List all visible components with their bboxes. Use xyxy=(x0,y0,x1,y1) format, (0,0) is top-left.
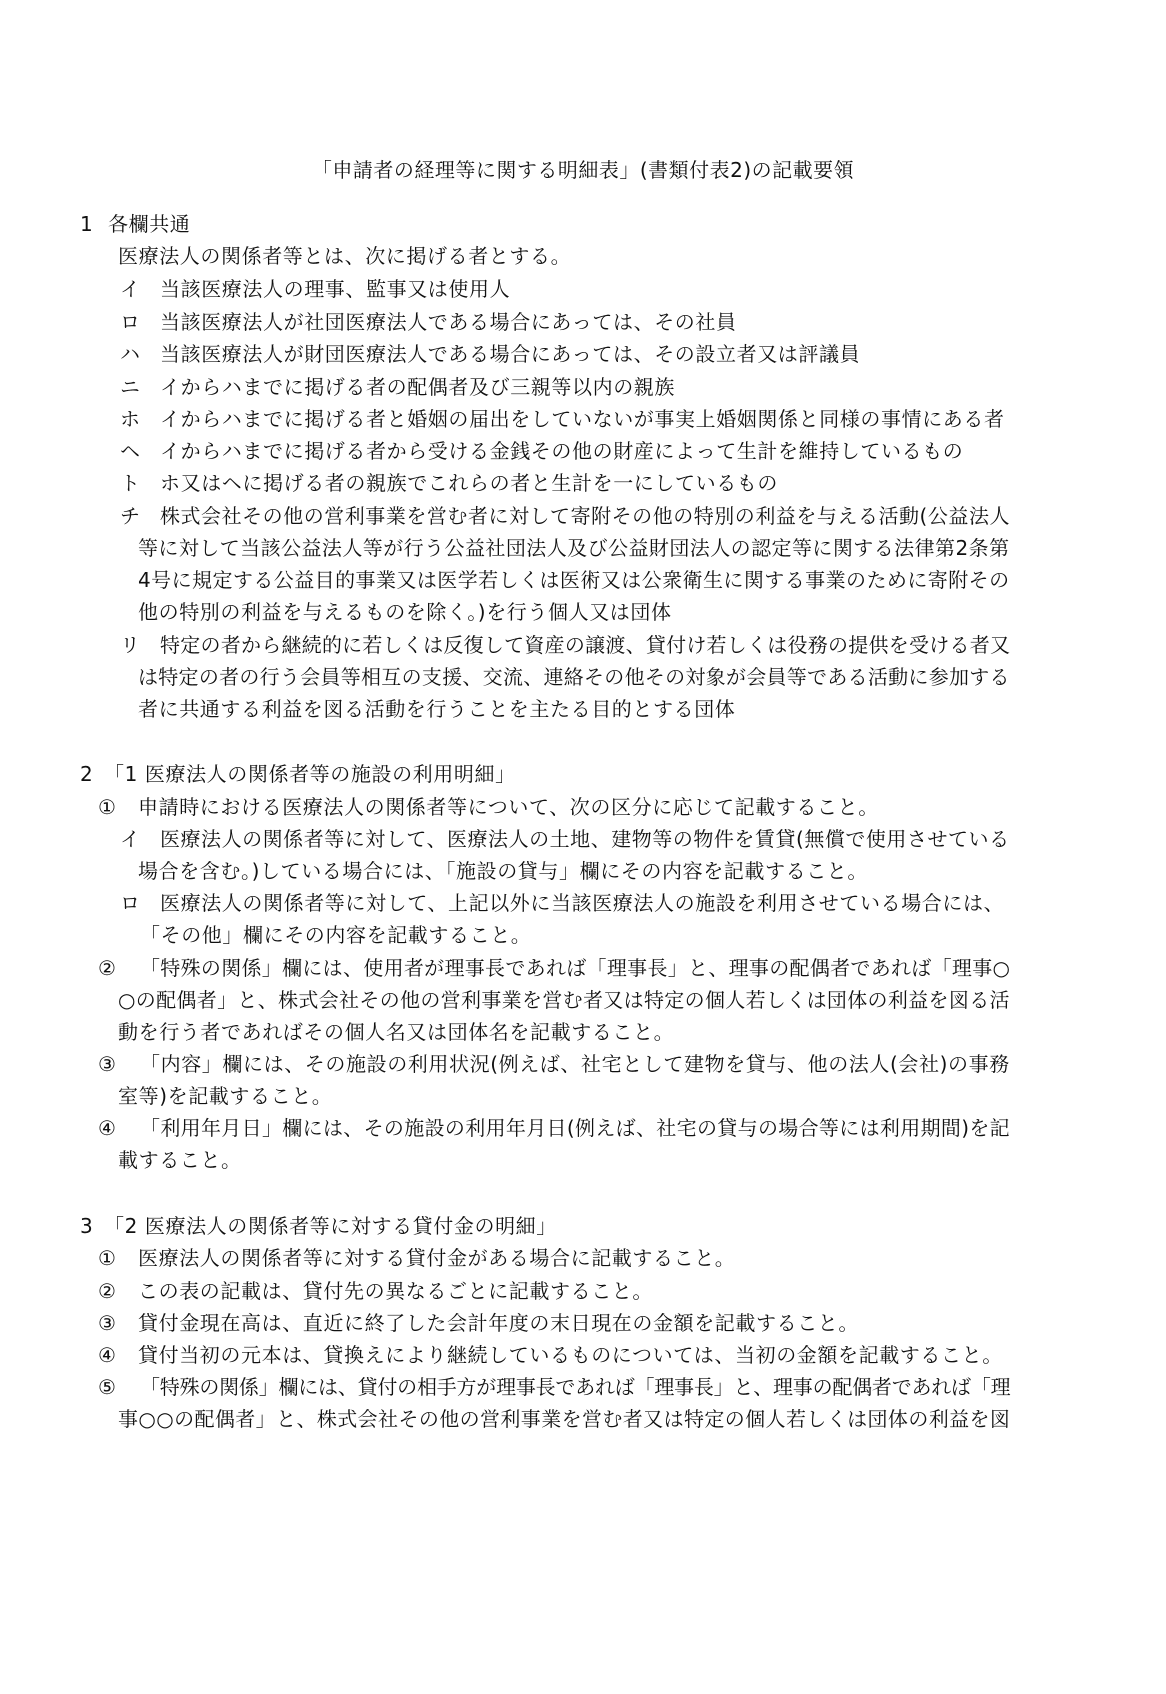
s2-p1a-mark: イ xyxy=(120,827,140,851)
s2-p1-text: 申請時における医療法人の関係者等について、次の区分に応じて記載すること。 xyxy=(138,795,879,819)
s2-p1b-line-2: 「その他」欄にその内容を記載すること。 xyxy=(140,923,532,947)
item-i-text: 当該医療法人の理事、監事又は使用人 xyxy=(160,277,511,301)
s3-p5-mark: ⑤ xyxy=(98,1375,116,1399)
s2-p2-mark: ② xyxy=(98,956,116,980)
s3-p4-text: 貸付当初の元本は、貸換えにより継続しているものについては、当初の金額を記載すること。 xyxy=(138,1343,1003,1367)
s2-p3-line-1: 「内容」欄には、その施設の利用状況(例えば、社宅として建物を貸与、他の法人(会社)の事務 xyxy=(140,1052,1010,1076)
item-he-text: イからハまでに掲げる者から受ける金銭その他の財産によって生計を維持しているもの xyxy=(160,439,964,463)
item-he-mark: ヘ xyxy=(120,439,140,463)
s2-p2-line-1: 「特殊の関係」欄には、使用者が理事長であれば「理事長」と、理事の配偶者であれば「理事○ xyxy=(140,956,1011,980)
s3-p4-mark: ④ xyxy=(98,1343,116,1367)
item-chi-line-4: 他の特別の利益を与えるものを除く。)を行う個人又は団体 xyxy=(138,600,672,624)
item-i-mark: イ xyxy=(120,277,140,301)
s2-p2-line-3: 動を行う者であればその個人名又は団体名を記載すること。 xyxy=(118,1020,675,1044)
item-to-text: ホ又はヘに掲げる者の親族でこれらの者と生計を一にしているもの xyxy=(160,471,778,495)
s3-p3-mark: ③ xyxy=(98,1311,116,1335)
section-2-number: 2 xyxy=(80,762,93,786)
section-1-intro: 医療法人の関係者等とは、次に掲げる者とする。 xyxy=(118,244,572,268)
document-title: 「申請者の経理等に関する明細表」(書類付表2)の記載要領 xyxy=(311,158,855,182)
item-ri-line-3: 者に共通する利益を図る活動を行うことを主たる目的とする団体 xyxy=(138,697,736,721)
s2-p4-line-2: 載すること。 xyxy=(118,1148,242,1172)
s2-p3-mark: ③ xyxy=(98,1052,116,1076)
s2-p4-mark: ④ xyxy=(98,1116,116,1140)
section-3-heading: 「2 医療法人の関係者等に対する貸付金の明細」 xyxy=(104,1214,557,1238)
item-to-mark: ト xyxy=(120,471,140,495)
item-ni-text: イからハまでに掲げる者の配偶者及び三親等以内の親族 xyxy=(160,375,675,399)
s2-p3-line-2: 室等)を記載すること。 xyxy=(118,1084,333,1108)
s3-p5-line-1: 「特殊の関係」欄には、貸付の相手方が理事長であれば「理事長」と、理事の配偶者であれば「理 xyxy=(140,1375,1011,1399)
item-ha-mark: ハ xyxy=(120,342,140,366)
item-chi-mark: チ xyxy=(120,504,140,528)
item-ho-text: イからハまでに掲げる者と婚姻の届出をしていないが事実上婚姻関係と同様の事情にある者 xyxy=(160,407,1005,431)
item-ha-text: 当該医療法人が財団医療法人である場合にあっては、その設立者又は評議員 xyxy=(160,342,861,366)
section-3-number: 3 xyxy=(80,1214,93,1238)
section-1-heading: 各欄共通 xyxy=(108,212,191,236)
s3-p2-mark: ② xyxy=(98,1279,116,1303)
s3-p2-text: この表の記載は、貸付先の異なるごとに記載すること。 xyxy=(138,1279,653,1303)
s2-p1a-line-1: 医療法人の関係者等に対して、医療法人の土地、建物等の物件を賃貸(無償で使用させている xyxy=(160,827,1010,851)
s2-p1a-line-2: 場合を含む。)している場合には、「施設の貸与」欄にその内容を記載すること。 xyxy=(138,859,869,883)
item-ho-mark: ホ xyxy=(120,407,140,431)
s2-p4-line-1: 「利用年月日」欄には、その施設の利用年月日(例えば、社宅の貸与の場合等には利用期間)を記 xyxy=(140,1116,1011,1140)
item-ri-mark: リ xyxy=(120,633,140,657)
section-2-heading: 「1 医療法人の関係者等の施設の利用明細」 xyxy=(104,762,516,786)
s3-p3-text: 貸付金現在高は、直近に終了した会計年度の末日現在の金額を記載すること。 xyxy=(138,1311,859,1335)
s2-p1b-mark: ロ xyxy=(120,891,140,915)
s2-p1b-line-1: 医療法人の関係者等に対して、上記以外に当該医療法人の施設を利用させている場合には、 xyxy=(160,891,1005,915)
s3-p5-line-2: 事○○の配偶者」と、株式会社その他の営利事業を営む者又は特定の個人若しくは団体の利益を図 xyxy=(118,1407,1011,1431)
item-ni-mark: ニ xyxy=(120,375,140,399)
item-ri-line-2: は特定の者の行う会員等相互の支援、交流、連絡その他その対象が会員等である活動に参加する xyxy=(138,665,1010,689)
item-chi-line-1: 株式会社その他の営利事業を営む者に対して寄附その他の特別の利益を与える活動(公益法人 xyxy=(160,504,1011,528)
section-1-number: 1 xyxy=(80,212,93,236)
s3-p1-text: 医療法人の関係者等に対する貸付金がある場合に記載すること。 xyxy=(138,1246,736,1270)
s3-p1-mark: ① xyxy=(98,1246,116,1270)
item-chi-line-3: 4号に規定する公益目的事業又は医学若しくは医術又は公衆衛生に関する事業のために寄附その xyxy=(138,568,1010,592)
item-chi-line-2: 等に対して当該公益法人等が行う公益社団法人及び公益財団法人の認定等に関する法律第2条第 xyxy=(138,536,1010,560)
s2-p1-mark: ① xyxy=(98,795,116,819)
item-ro-text: 当該医療法人が社団医療法人である場合にあっては、その社員 xyxy=(160,310,737,334)
s2-p2-line-2: ○の配偶者」と、株式会社その他の営利事業を営む者又は特定の個人若しくは団体の利益を図る活 xyxy=(118,988,1010,1012)
item-ro-mark: ロ xyxy=(120,310,140,334)
item-ri-line-1: 特定の者から継続的に若しくは反復して資産の譲渡、貸付け若しくは役務の提供を受ける者又 xyxy=(160,633,1011,657)
